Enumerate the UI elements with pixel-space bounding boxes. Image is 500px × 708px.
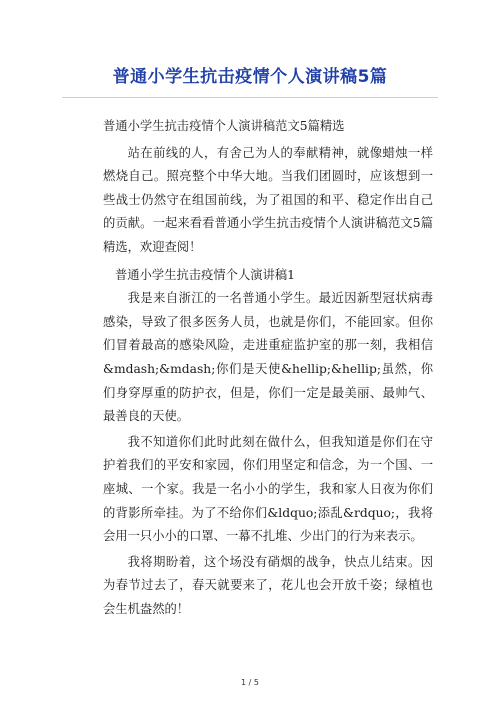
body-paragraph: 我不知道你们此时此刻在做什么，但我知道是你们在守护着我们的平安和家园，你们用坚定和信念，为一个国、一座城、一个家。我是一名小小的学生，我和家人日夜为你们的背影所牵挂。为了不给你们&ldquo;添乱&rdquo;，我将会用一只小小的口罩、一幕不扎堆、少出门的行为来表示。 [103, 434, 433, 544]
body-paragraph: 我是来自浙江的一名普通小学生。最近因新型冠状病毒感染，导致了很多医务人员，也就是你们，不能回家。但你们冒着最高的感染风险，走进重症监护室的那一刻，我相信&mdash;&mdash;你们是天使&hellip;&hellip;虽然，你们身穿厚重的防护衣，但是，你们一定是最美丽、最帅气、最善良的天使。 [103, 291, 433, 424]
document-title: 普通小学生抗击疫情个人演讲稿5篇 [112, 67, 388, 87]
document-body [103, 115, 433, 621]
intro-paragraph: 站在前线的人，有舍己为人的奉献精神，就像蜡烛一样燃烧自己。照亮整个中华大地。当我们团圆时，应该想到一些战士仍然守在组国前线，为了祖国的和平、稳定作出自己的贡献。一起来看看普通小学生抗击疫情个人演讲稿范文5篇精选，欢迎查阅！ [103, 145, 433, 254]
body-paragraph: 我将期盼着，这个场没有硝烟的战争，快点儿结束。因为春节过去了，春天就要来了，花儿也会开放千姿；绿植也会生机盎然的！ [103, 554, 433, 616]
title-divider [62, 97, 438, 98]
page-number: 1 / 5 [241, 678, 259, 687]
lead-line: 普通小学生抗击疫情个人演讲稿范文5篇精选 [103, 119, 345, 133]
section-heading: 普通小学生抗击疫情个人演讲稿1 [115, 267, 295, 282]
